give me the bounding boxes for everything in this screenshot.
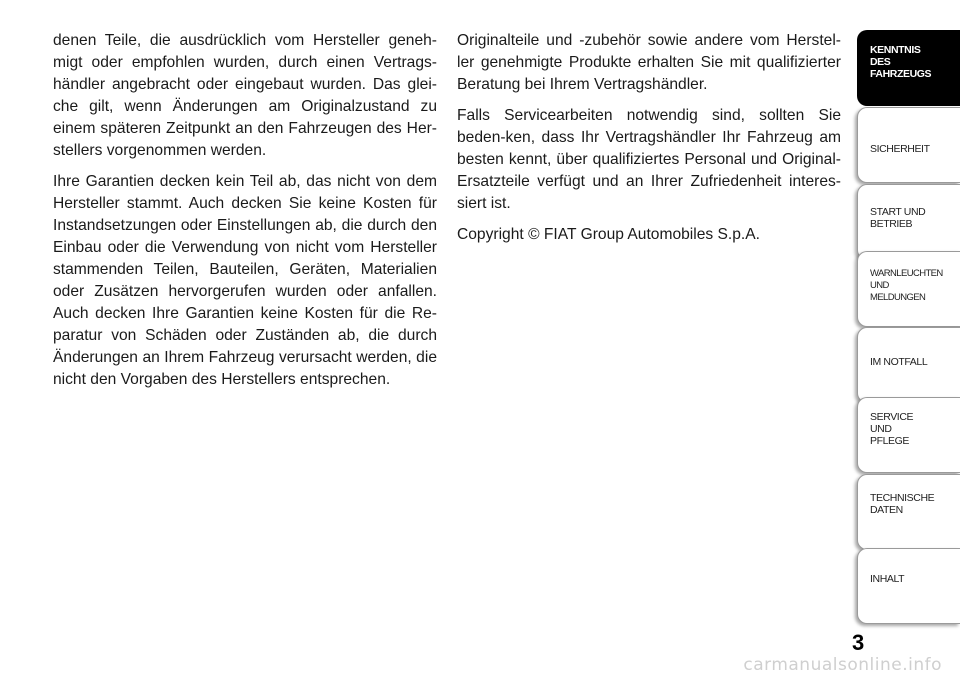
right-text-column: [457, 30, 841, 255]
tab-label: TECHNISCHE DATEN: [870, 492, 935, 516]
tab-sicherheit[interactable]: [857, 107, 960, 183]
tab-warnleuchten-und-meldungen[interactable]: [857, 251, 960, 327]
tab-inhalt[interactable]: [857, 548, 960, 624]
tab-service-und-pflege[interactable]: [857, 397, 960, 473]
paragraph: denen Teile, die ausdrücklich vom Hersteller geneh-migt oder empfohlen wurden, durch einen Vertrags-händler angebracht oder eingebaut wurden. Das glei-che gilt, wenn Änderungen am Originalzustand zu einem späteren Zeitpunkt an den Fahrzeugen des Her-stellers vorgenommen werden.: [53, 32, 437, 159]
tab-kenntnis-des-fahrzeugs[interactable]: [857, 30, 960, 106]
paragraph: Copyright © FIAT Group Automobiles S.p.A.: [457, 226, 760, 243]
tab-technische-daten[interactable]: [857, 474, 960, 550]
tab-label: SICHERHEIT: [870, 143, 930, 155]
paragraph: Ihre Garantien decken kein Teil ab, das nicht von dem Hersteller stammt. Auch decken Sie keine Kosten für Instandsetzungen oder Einstellungen ab, die durch den Einbau oder die Verwendung von nicht vom Hersteller stammenden Teilen, Bauteilen, Geräten, Materialien oder Zusätzen hervorgerufen wurden oder anfallen. Auch decken Ihre Garantien keine Kosten für die Re-paratur von Schäden oder Zuständen ab, die durch Änderungen an Ihrem Fahrzeug verursacht werden, die nicht den Vorgaben des Herstellers entsprechen.: [53, 173, 437, 388]
tab-label: INHALT: [870, 573, 905, 585]
tab-label: KENNTNIS DES FAHRZEUGS: [870, 44, 932, 80]
tab-start-und-betrieb[interactable]: [857, 184, 960, 260]
tab-label: START UND BETRIEB: [870, 206, 926, 230]
page-number: 3: [852, 630, 865, 655]
tab-label: IM NOTFALL: [870, 356, 928, 368]
tab-label: WARNLEUCHTEN UND MELDUNGEN: [870, 268, 943, 303]
watermark: carmanualsonline.info: [743, 655, 942, 675]
paragraph: Falls Servicearbeiten notwendig sind, sollten Sie beden-ken, dass Ihr Vertragshändler Ihr Fahrzeug am besten kennt, über qualifiziertes Personal und Original-Ersatzteile verfügt und an Ihrer Zufriedenheit interes-siert ist.: [457, 107, 841, 212]
paragraph: Originalteile und -zubehör sowie andere vom Herstel-ler genehmigte Produkte erhalten Sie mit qualifizierter Beratung bei Ihrem Vertragshändler.: [457, 32, 841, 93]
tab-label: SERVICE UND PFLEGE: [870, 411, 914, 447]
tab-im-notfall[interactable]: [857, 327, 960, 403]
left-text-column: [53, 30, 437, 400]
